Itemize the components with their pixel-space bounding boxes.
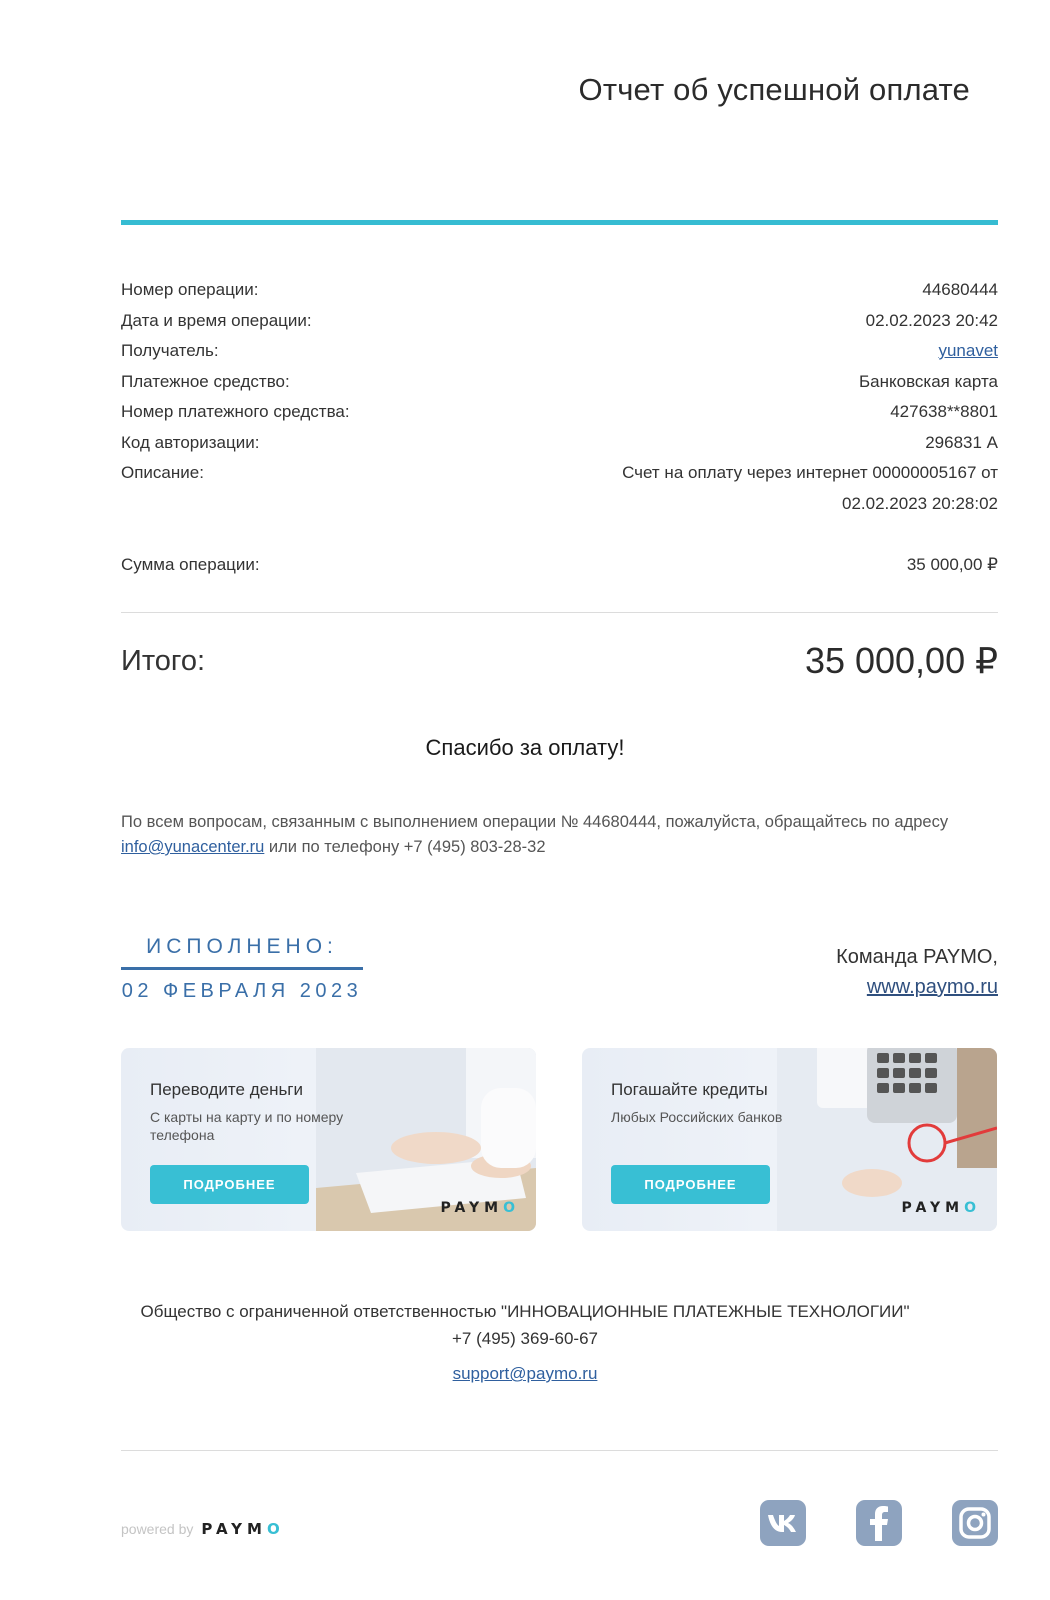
detail-row-auth-code bbox=[121, 428, 998, 459]
detail-row-datetime bbox=[121, 306, 998, 337]
banner-title: Погашайте кредиты bbox=[611, 1080, 768, 1099]
detail-value: 44680444 bbox=[922, 280, 998, 299]
paymo-logo bbox=[201, 1520, 284, 1538]
detail-label: Описание: bbox=[121, 463, 204, 482]
logo-main: PAYM bbox=[440, 1200, 504, 1216]
powered-by-text: powered by bbox=[121, 1521, 194, 1537]
banner-more-button[interactable]: ПОДРОБНЕЕ bbox=[611, 1165, 770, 1204]
logo-main: PAYM bbox=[201, 1520, 267, 1538]
logo-accent: O bbox=[266, 1520, 285, 1538]
detail-value: Счет на оплату через интернет 00000005167 от 02.02.2023 20:28:02 bbox=[622, 463, 998, 513]
detail-row-card-number bbox=[121, 397, 998, 428]
detail-row-payment-method bbox=[121, 367, 998, 398]
logo-accent: O bbox=[964, 1200, 981, 1216]
total-label: Итого: bbox=[121, 644, 206, 677]
support-email-link[interactable]: support@paymo.ru bbox=[452, 1364, 598, 1383]
total-row bbox=[121, 640, 998, 682]
team-signature bbox=[836, 942, 998, 1002]
banner-transfer[interactable] bbox=[121, 1048, 536, 1231]
detail-value: 296831 А bbox=[925, 432, 998, 452]
detail-label: Номер платежного средства: bbox=[121, 402, 350, 421]
company-name: Общество с ограниченной ответственностью "ИННОВАЦИОННЫЕ ПЛАТЕЖНЫЕ ТЕХНОЛОГИИ" bbox=[140, 1302, 910, 1321]
paymo-logo bbox=[441, 1200, 520, 1216]
contact-text: По всем вопросам, связанным с выполнением операции № 44680444, пожалуйста, обращайтесь по адресу bbox=[121, 813, 949, 831]
recipient-link[interactable]: yunavet bbox=[938, 341, 998, 360]
total-value: 35 000,00 ₽ bbox=[804, 640, 998, 681]
paymo-logo bbox=[902, 1200, 981, 1216]
footer-divider bbox=[121, 1450, 998, 1451]
powered-by bbox=[121, 1520, 285, 1538]
banner-subtitle: С карты на карту и по номеру телефона bbox=[150, 1109, 344, 1143]
contact-info bbox=[121, 810, 998, 860]
facebook-icon[interactable] bbox=[856, 1500, 902, 1546]
amount-value: 35 000,00 ₽ bbox=[906, 555, 998, 574]
contact-email-link[interactable]: info@yunacenter.ru bbox=[121, 838, 265, 856]
operation-details bbox=[121, 275, 998, 519]
instagram-icon[interactable] bbox=[952, 1500, 998, 1546]
amount-row bbox=[121, 555, 998, 575]
detail-label: Номер операции: bbox=[121, 280, 259, 299]
detail-label: Код авторизации: bbox=[121, 432, 260, 452]
banner-credits[interactable] bbox=[582, 1048, 997, 1231]
divider bbox=[121, 612, 998, 613]
accent-divider bbox=[121, 220, 998, 225]
company-footer bbox=[0, 1298, 1050, 1387]
detail-label: Платежное средство: bbox=[121, 371, 290, 391]
amount-label: Сумма операции: bbox=[121, 555, 260, 574]
company-phone: +7 (495) 369-60-67 bbox=[451, 1329, 599, 1348]
detail-label: Дата и время операции: bbox=[121, 310, 312, 330]
detail-value: 427638**8801 bbox=[890, 402, 998, 421]
vk-icon[interactable] bbox=[760, 1500, 806, 1546]
banner-more-button[interactable]: ПОДРОБНЕЕ bbox=[150, 1165, 309, 1204]
detail-row-description bbox=[121, 458, 998, 519]
banner-title: Переводите деньги bbox=[150, 1080, 304, 1099]
social-links bbox=[760, 1500, 998, 1546]
detail-value: 02.02.2023 20:42 bbox=[865, 310, 998, 330]
stamp-status: ИСПОЛНЕНО: bbox=[121, 935, 363, 970]
team-name: Команда PAYMO, bbox=[836, 946, 998, 968]
logo-main: PAYM bbox=[901, 1200, 965, 1216]
website-link[interactable]: www.paymo.ru bbox=[866, 976, 998, 998]
detail-label: Получатель: bbox=[121, 341, 219, 360]
detail-row-operation-number bbox=[121, 275, 998, 306]
logo-accent: O bbox=[503, 1200, 520, 1216]
contact-phone-text: или по телефону +7 (495) 803-28-32 bbox=[264, 838, 546, 856]
thanks-message: Спасибо за оплату! bbox=[425, 735, 625, 760]
stamp-date: 02 ФЕВРАЛЯ 2023 bbox=[121, 980, 363, 1002]
detail-row-recipient bbox=[121, 336, 998, 367]
completed-stamp bbox=[121, 935, 363, 1003]
banner-subtitle: Любых Российских банков bbox=[611, 1109, 783, 1125]
detail-value: Банковская карта bbox=[858, 371, 998, 391]
page-title: Отчет об успешной оплате bbox=[578, 72, 970, 107]
